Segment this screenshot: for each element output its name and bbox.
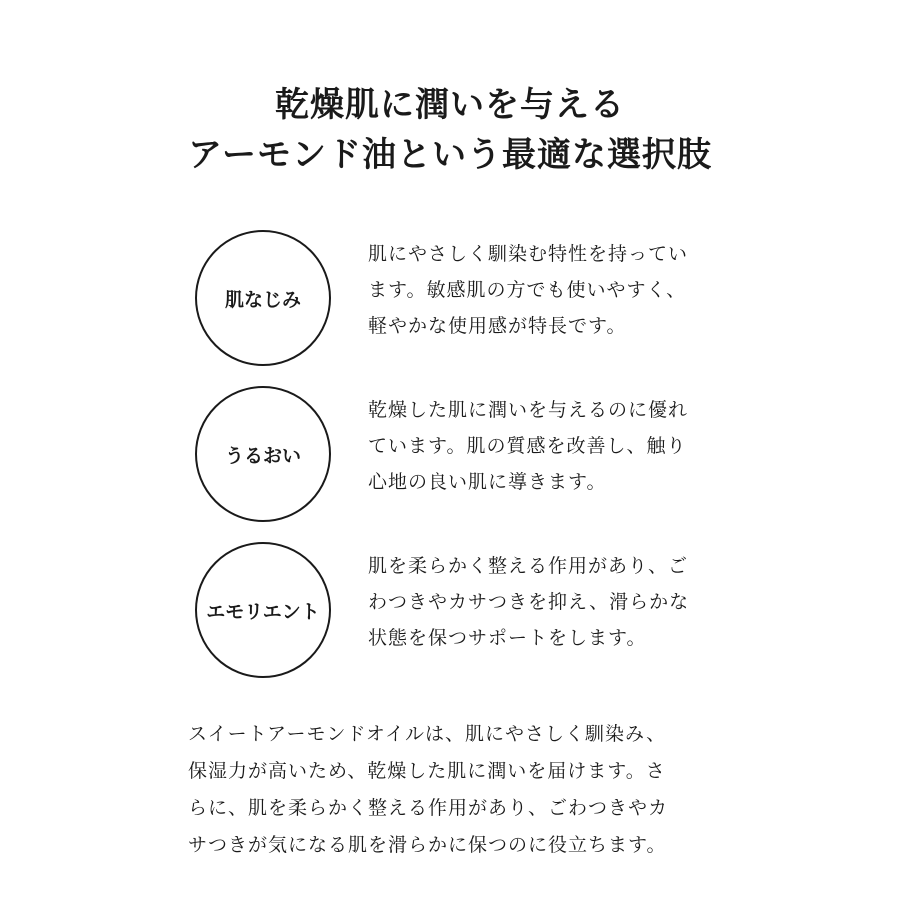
feature-badge: エモリエント [195, 542, 331, 678]
summary-line: らに、肌を柔らかく整える作用があり、ごわつきやカ [188, 797, 669, 819]
feature-description-line: 軽やかな使用感が特長です。 [368, 315, 627, 337]
feature-emollient [195, 542, 755, 682]
feature-description [368, 236, 738, 344]
feature-description-line: 心地の良い肌に導きます。 [368, 471, 607, 493]
feature-description-line: 乾燥した肌に潤いを与えるのに優れ [368, 399, 689, 421]
feature-description-line: 状態を保つサポートをします。 [368, 627, 647, 649]
summary-line: スイートアーモンドオイルは、肌にやさしく馴染み、 [188, 723, 667, 745]
title-line-1: 乾燥肌に潤いを与える [275, 85, 625, 125]
summary-line: 保湿力が高いため、乾燥した肌に潤いを届けます。さ [188, 760, 666, 782]
feature-description-line: 肌にやさしく馴染む特性を持ってい [368, 243, 689, 265]
feature-description-line: 肌を柔らかく整える作用があり、ご [368, 555, 689, 577]
feature-description [368, 548, 738, 656]
summary-paragraph [188, 716, 748, 864]
page-title [0, 80, 900, 180]
feature-description-line: ています。肌の質感を改善し、触り [368, 435, 687, 457]
feature-description-line: ます。敏感肌の方でも使いやすく、 [368, 279, 687, 301]
feature-description-line: わつきやカサつきを抑え、滑らかな [368, 591, 690, 613]
feature-badge: うるおい [195, 386, 331, 522]
feature-badge: 肌なじみ [195, 230, 331, 366]
summary-line: サつきが気になる肌を滑らかに保つのに役立ちます。 [188, 834, 667, 856]
feature-moisture [195, 386, 755, 526]
title-line-2: アーモンド油という最適な選択肢 [188, 135, 712, 175]
feature-skin-affinity [195, 230, 755, 370]
feature-description [368, 392, 738, 500]
